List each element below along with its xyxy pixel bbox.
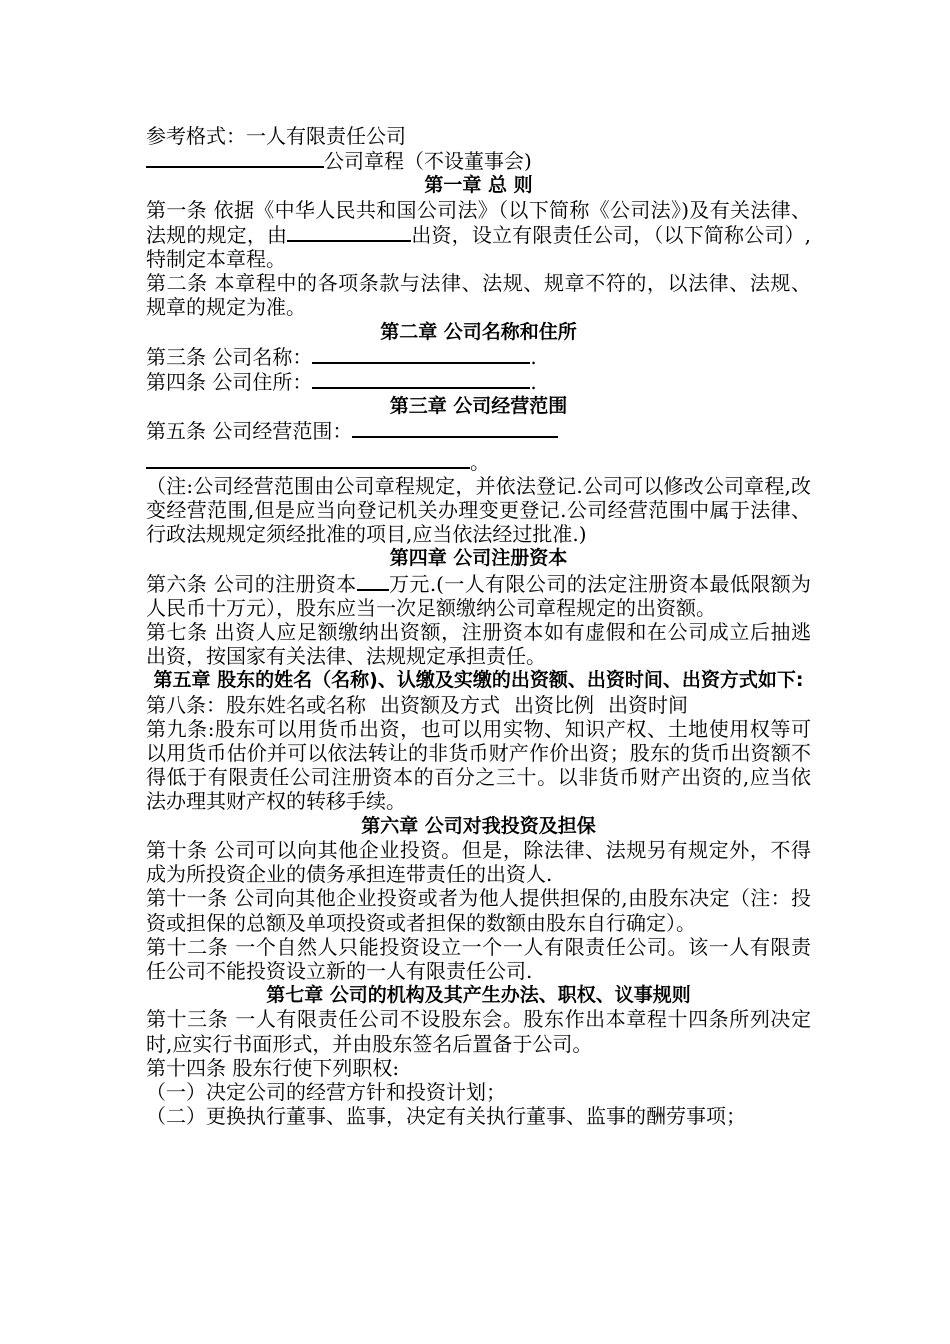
company-address-field[interactable] xyxy=(312,369,530,389)
article-3-period: . xyxy=(530,344,537,369)
article-11: 第十一条 公司向其他企业投资或者为他人提供担保的,由股东决定（注：投资或担保的总额及单项投资或者担保的数额由股东自行确定）。 xyxy=(146,886,811,935)
investor-blank[interactable] xyxy=(287,222,411,242)
article-4 xyxy=(146,369,811,394)
article-3-label: 第三条 公司名称： xyxy=(146,344,313,369)
article-14: 第十四条 股东行使下列职权: xyxy=(146,1055,400,1080)
article-9: 第九条:股东可以用货币出资，也可以用实物、知识产权、土地使用权等可以用货币估价并可以依法转让的非货币财产作价出资；股东的货币出资额不得低于有限责任公司注册资本的百分之三十。以非货币财产出资的,应当依法办理其财产权的转移手续。 xyxy=(146,716,811,814)
article-7: 第七条 出资人应足额缴纳出资额，注册资本如有虚假和在公司成立后抽逃出资，按国家有关法律、法规规定承担责任。 xyxy=(146,620,811,669)
company-name-field[interactable] xyxy=(312,344,530,364)
registered-capital-blank[interactable] xyxy=(357,571,389,591)
article-8-label: 第八条：股东姓名或名称 xyxy=(146,692,366,717)
article-5-label: 第五条 公司经营范围： xyxy=(146,419,353,444)
chapter-5-heading: 第五章 股东的姓名（名称)、认缴及实缴的出资额、出资时间、出资方式如下: xyxy=(153,669,804,692)
article-6-text-a: 第六条 公司的注册资本 xyxy=(146,571,357,596)
article-5-end: 。 xyxy=(470,449,490,474)
chapter-7-heading: 第七章 公司的机构及其产生办法、职权、议事规则 xyxy=(266,984,691,1007)
business-scope-note: （注:公司经营范围由公司章程规定，并依法登记.公司可以修改公司章程,改变经营范围,但是应当向登记机关办理变更登记.公司经营范围中属于法律、行政法规规定须经批准的项目,应当依法经过批准.) xyxy=(146,473,811,547)
document-title xyxy=(146,148,811,173)
document-title-text: 公司章程（不设董事会) xyxy=(324,149,532,174)
article-6 xyxy=(146,571,811,620)
article-14-item-1: （一）决定公司的经营方针和投资计划； xyxy=(146,1079,506,1104)
article-8-col-amount: 出资额及方式 xyxy=(380,692,500,717)
chapter-4-heading: 第四章 公司注册资本 xyxy=(389,547,568,570)
article-14-item-2: （二）更换执行董事、监事，决定有关执行董事、监事的酬劳事项； xyxy=(146,1104,746,1129)
article-8 xyxy=(146,693,811,717)
business-scope-field-1[interactable] xyxy=(352,418,558,438)
reference-format-line: 参考格式：一人有限责任公司 xyxy=(146,124,406,148)
article-1-text-b: 出资，设立有限责任公司，（以下简称公司）,特制定本章程。 xyxy=(146,222,812,272)
article-1 xyxy=(146,198,811,272)
document-page xyxy=(146,124,811,1128)
article-5-continued xyxy=(146,449,811,474)
article-4-label: 第四条 公司住所： xyxy=(146,370,313,395)
article-2: 第二条 本章程中的各项条款与法律、法规、规章不符的，以法律、法规、规章的规定为准。 xyxy=(146,271,811,320)
article-4-period: . xyxy=(530,370,537,395)
chapter-1-heading: 第一章 总 则 xyxy=(424,174,533,197)
article-5 xyxy=(146,418,811,443)
company-name-blank[interactable] xyxy=(146,148,324,168)
article-10: 第十条 公司可以向其他企业投资。但是，除法律、法规另有规定外，不得成为所投资企业的债务承担连带责任的出资人. xyxy=(146,837,811,887)
article-13: 第十三条 一人有限责任公司不设股东会。股东作出本章程十四条所列决定时,应实行书面形式，并由股东签名后置备于公司。 xyxy=(146,1007,811,1056)
chapter-2-heading: 第二章 公司名称和住所 xyxy=(380,320,577,343)
article-6-text-b: 万元.(一人有限公司的法定注册资本最低限额为人民币十万元），股东应当一次足额缴纳公司章程规定的出资额。 xyxy=(146,571,811,620)
business-scope-field-2[interactable] xyxy=(146,449,470,469)
article-3 xyxy=(146,344,811,369)
article-1-text-a: 第一条 依据《中华人民共和国公司法》（以下简称《公司法》)及有关法律、法规的规定，由 xyxy=(146,197,811,247)
article-8-col-time: 出资时间 xyxy=(608,692,688,717)
chapter-6-heading: 第六章 公司对我投资及担保 xyxy=(361,814,596,837)
article-12: 第十二条 一个自然人只能投资设立一个一人有限责任公司。该一人有限责任公司不能投资设立新的一人有限责任公司. xyxy=(146,934,811,983)
chapter-3-heading: 第三章 公司经营范围 xyxy=(389,395,568,418)
article-8-col-ratio: 出资比例 xyxy=(514,692,594,717)
